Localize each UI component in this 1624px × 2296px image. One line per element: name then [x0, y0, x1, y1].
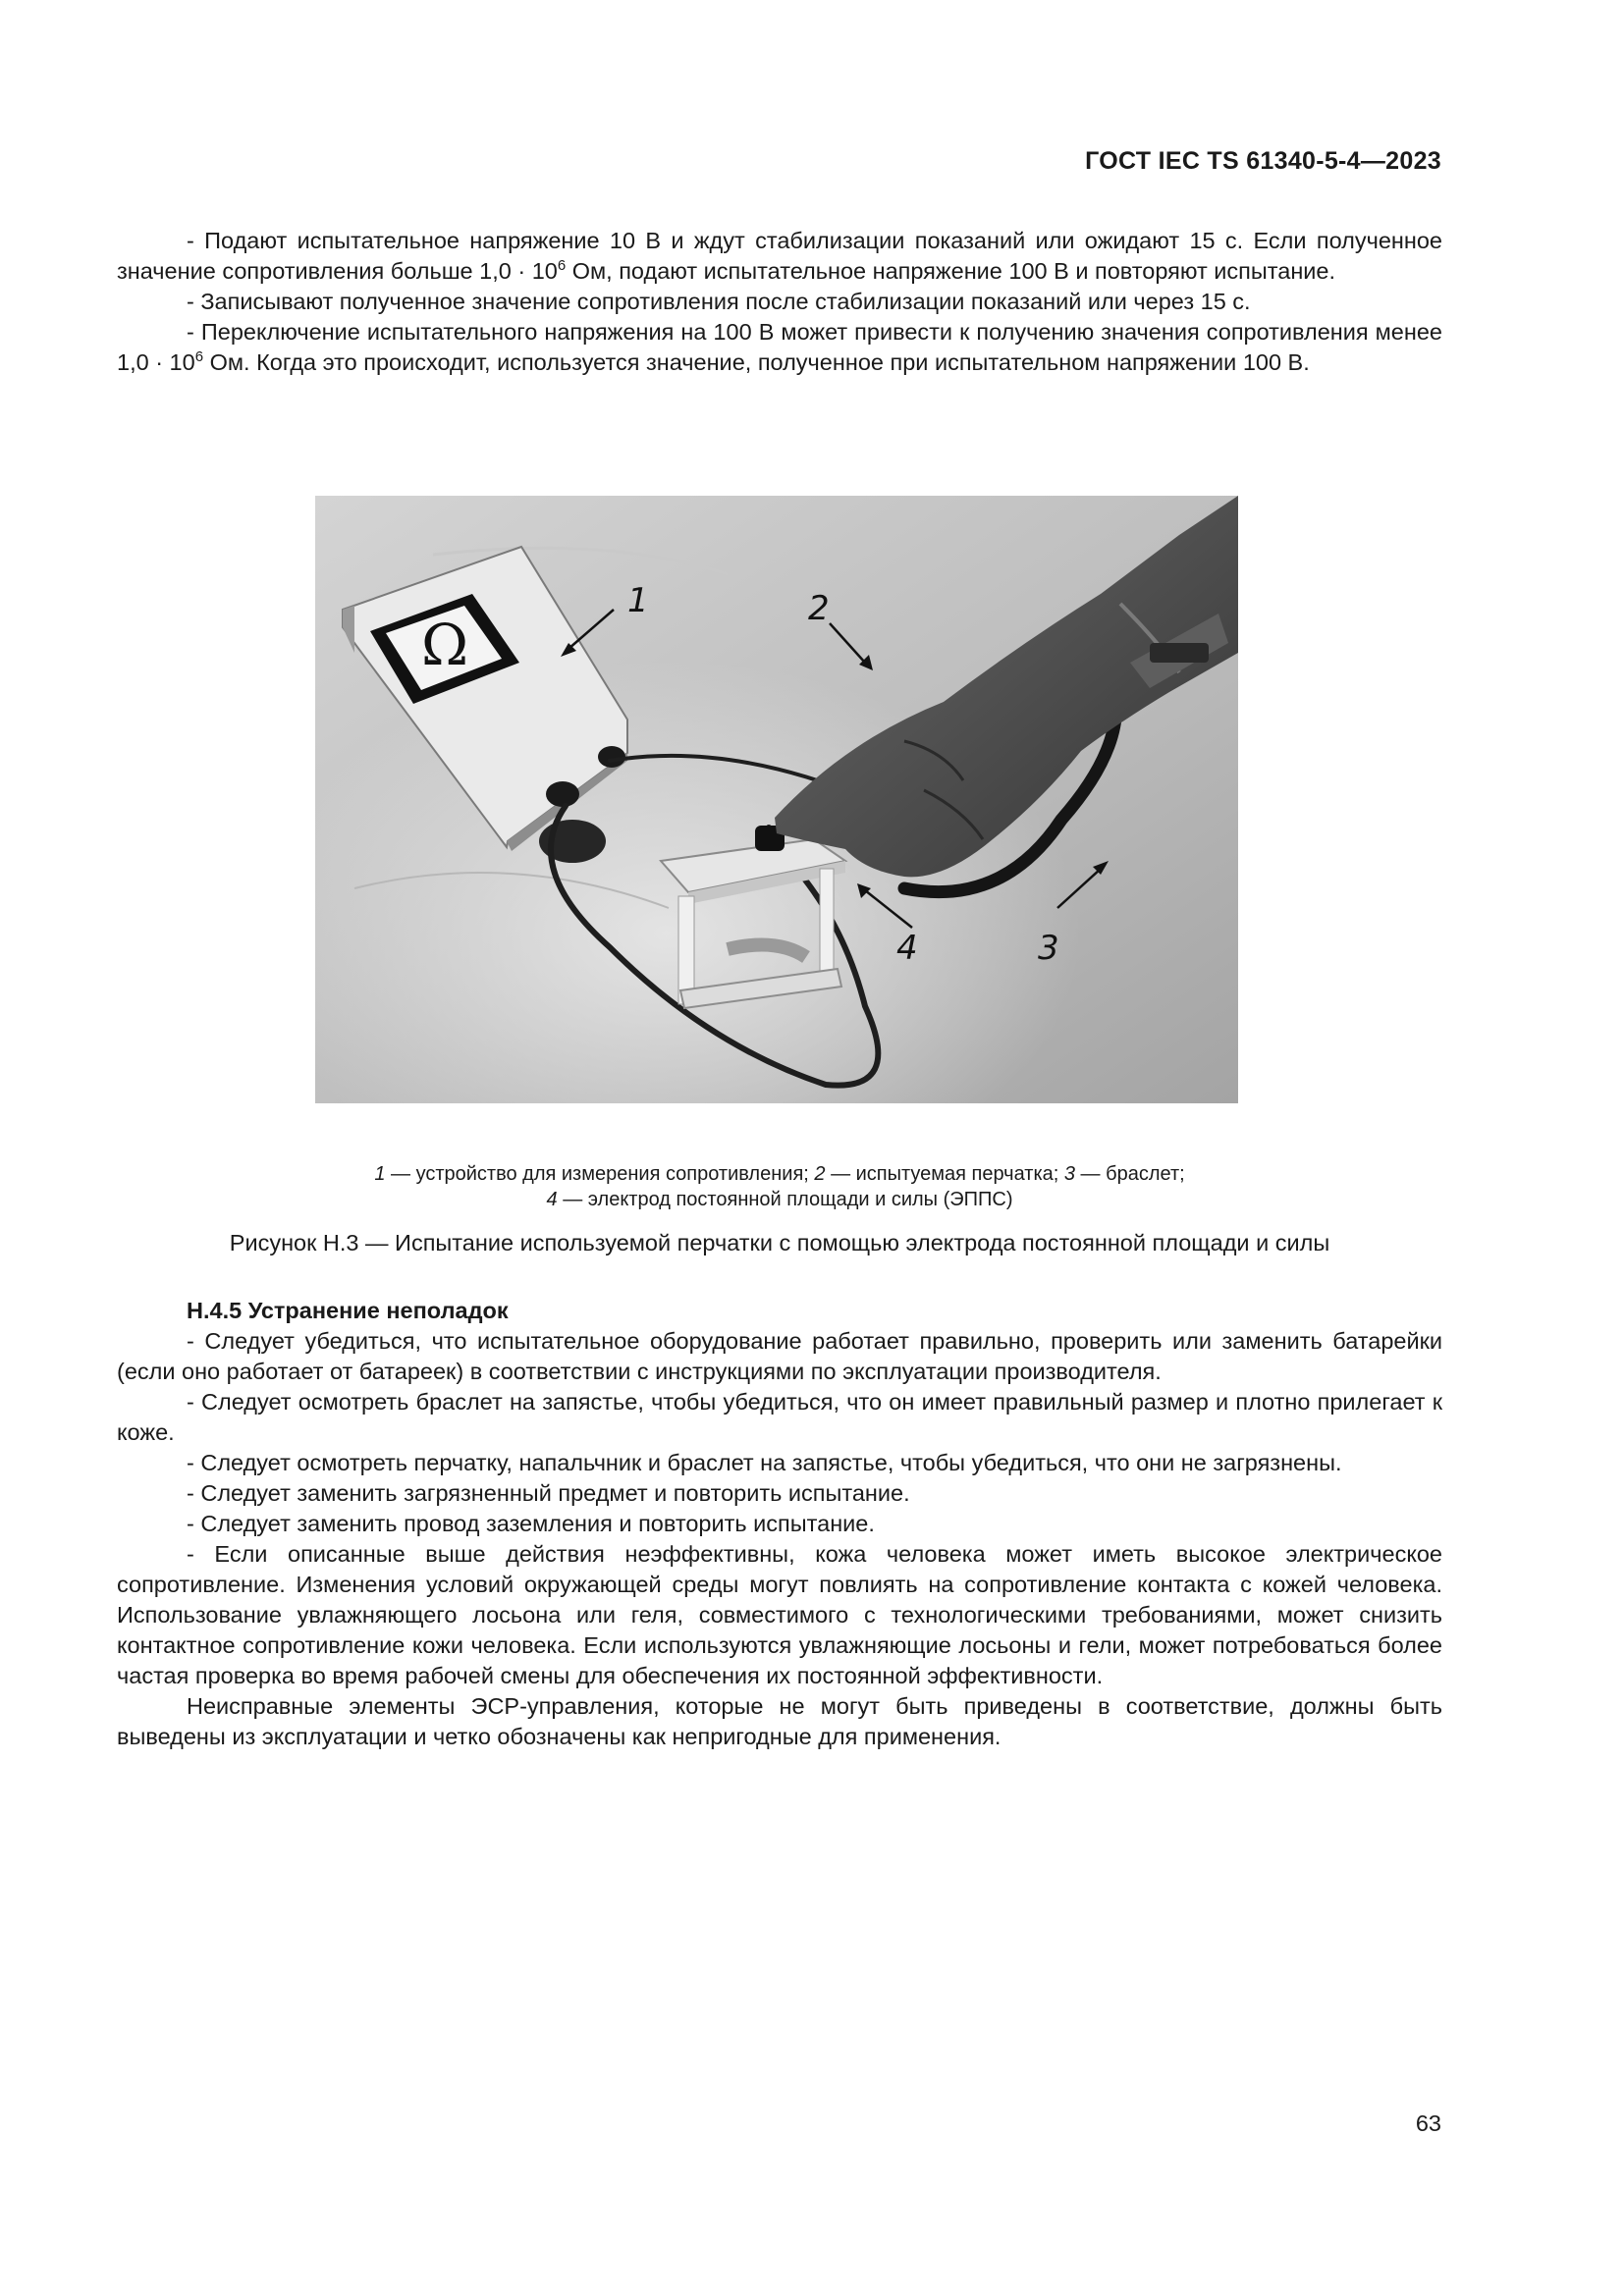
- paragraph-test-voltage: - Подают испытательное напряжение 10 В и ждут стабилизации показаний или ожидают 15 с. Если полученное значение сопротивления больше $1,0 \cdot 10^6$ Ом, подают испытательное напряжение 100 В и повторяют испытание.: [117, 228, 1442, 284]
- figure-title: Рисунок Н.3 — Испытание используемой перчатки с помощью электрода постоянной площади и силы: [229, 1230, 1330, 1255]
- section-heading: Н.4.5 Устранение неполадок: [187, 1298, 509, 1323]
- closing-paragraph: Неисправные элементы ЭСР-управления, которые не могут быть приведены в соответствие, должны быть выведены из эксплуатации и четко обозначены как непригодные для применения.: [117, 1693, 1442, 1749]
- troubleshooting-section: [117, 1296, 1442, 1752]
- legend-line-1: 1 — устройство для измерения сопротивления; 2 — испытуемая перчатка; 3 — браслет;: [374, 1163, 1185, 1185]
- legend-line-2: 4 — электрод постоянной площади и силы (ЭППС): [546, 1189, 1013, 1210]
- paragraph-voltage-switch: - Переключение испытательного напряжения на 100 В может привести к получению значения сопротивления менее $1,0 \cdot 10^6$ Ом. Когда это происходит, используется значение, полученное при испытательном напряжении 100 В.: [117, 319, 1442, 375]
- callout-label-1: 1: [627, 581, 649, 620]
- exponent: 6: [194, 348, 204, 365]
- troubleshooting-item: - Следует осмотреть перчатку, напальчник и браслет на запястье, чтобы убедиться, что они не загрязнены.: [187, 1450, 1342, 1475]
- intro-text: [117, 226, 1442, 378]
- figure-photo: [315, 496, 1238, 1103]
- exponent: 6: [557, 257, 567, 274]
- troubleshooting-item: - Следует заменить провод заземления и повторить испытание.: [187, 1511, 875, 1536]
- callout-label-2: 2: [808, 589, 830, 628]
- callout-label-3: 3: [1038, 929, 1059, 968]
- troubleshooting-item: - Следует осмотреть браслет на запястье, чтобы убедиться, что он имеет правильный размер и плотно прилегает к коже.: [117, 1389, 1442, 1445]
- troubleshooting-item: - Следует убедиться, что испытательное оборудование работает правильно, проверить или заменить батарейки (если оно работает от батареек) в соответствии с инструкциями по эксплуатации производителя.: [117, 1328, 1442, 1384]
- page-number: 63: [1415, 2110, 1441, 2136]
- omega-symbol: Ω: [420, 612, 469, 678]
- troubleshooting-item: - Следует заменить загрязненный предмет и повторить испытание.: [187, 1480, 910, 1506]
- document-header: ГОСТ IEC TS 61340-5-4—2023: [1085, 147, 1441, 175]
- paragraph-record-value: - Записывают полученное значение сопротивления после стабилизации показаний или через 15 с.: [187, 289, 1251, 314]
- troubleshooting-item: - Если описанные выше действия неэффективны, кожа человека может иметь высокое электрическое сопротивление. Изменения условий окружающей среды могут повлиять на сопротивление контакта с кожей человека. Использование увлажняющего лосьона или геля, совместимого с технологическими требованиями, может снизить контактное сопротивление кожи человека. Если используются увлажняющие лосьоны и гели, может потребоваться более частая проверка во время рабочей смены для обеспечения их постоянной эффективности.: [117, 1541, 1442, 1688]
- figure-legend: [117, 1161, 1442, 1212]
- callout-label-4: 4: [896, 929, 918, 968]
